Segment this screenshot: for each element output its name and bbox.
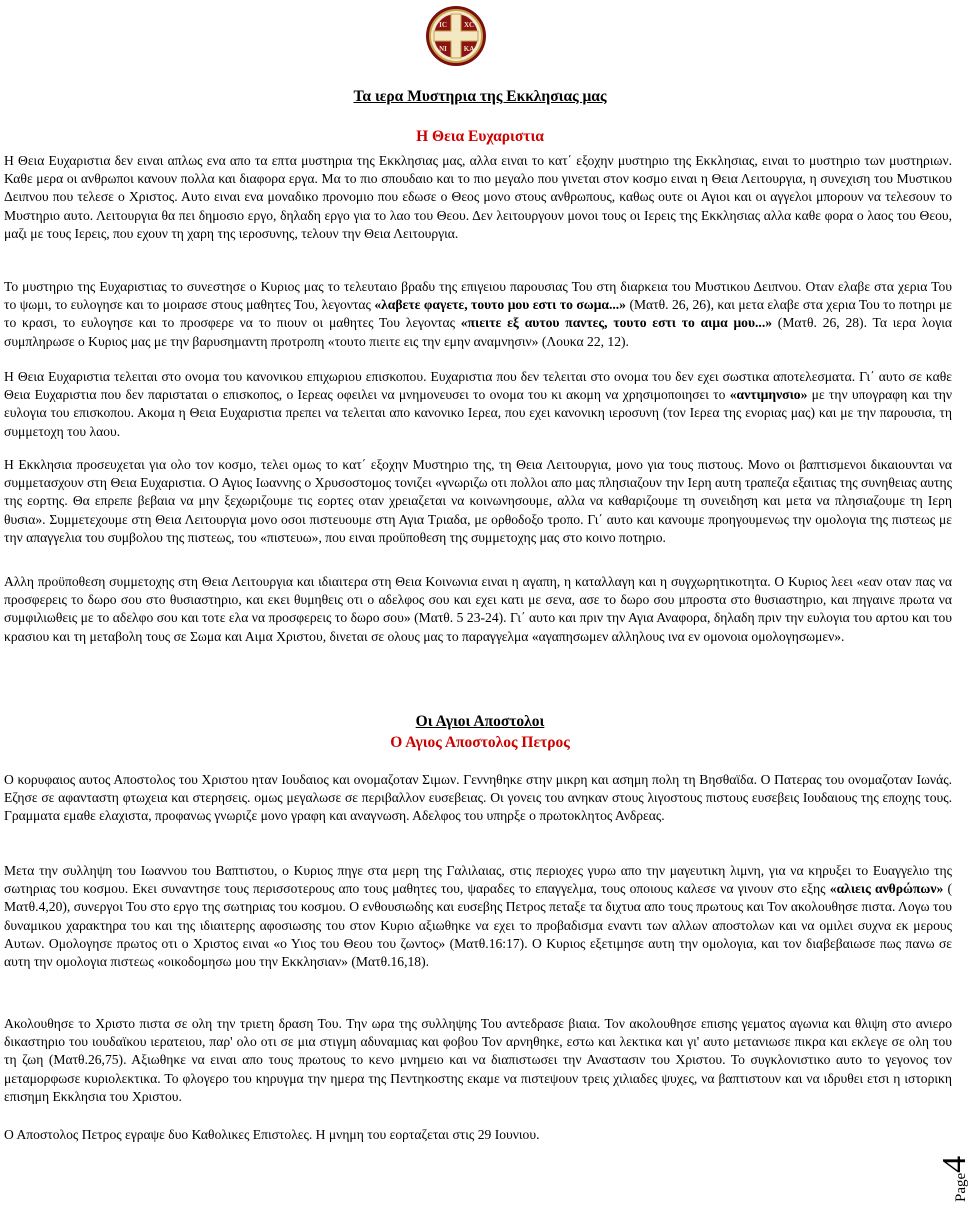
logo-letters-tr: XC <box>463 21 475 29</box>
section1-title: Τα ιερα Μυστηρια της Εκκλησιας μας <box>353 88 607 105</box>
section1-paragraph-3: Η Θεια Ευχαριστια τελειται στο ονομα του κανονικου επιχωριου επισκοπου. Ευχαριστια που δεν τελειται στο ονομα του δεν εχει σωστικα αποτελεσματα. Γι΄ αυτο σε καθε Θεια Ευχαριστια που δεν παριστaται ο επισκοπος, ο Ιερεας οφειλει να μνημονευσει το ονομα του κι ακομη να χρησιμοποιησει το «αντιμηνσιο» με την υπογραφη και την ευλογια του επισκοπου. Ακομα η Θεια Ευχαριστια πρεπει να τελειται απο κανονικο Ιερεα, που εχει κανονικη ιεροσυνη (τον Ιερεα της ενοριας μας) και με την παρουσια, τη συμμετοχη του λαου. <box>4 369 952 439</box>
church-seal-logo <box>424 4 488 68</box>
section2-paragraph-2: Μετα την συλληψη του Ιωαννου του Βαπτιστου, ο Κυριος πηγε στα μερη της Γαλιλαιας, στις περιοχες γυρω απο την μαγευτικη λιμνη, για να κηρυξει το Ευαγγελιο της σωτηριας του κοσμου. Εκει συναντησε τους περισσοτερους απο τους μαθητες του, ψαραδες το επαγγελμα, τους οποιους καλεσε να γινουν στο εξης «αλιεις ανθρώπων» ( Ματθ.4,20), συνεργοι Του στο εργο της σωτηριας του κοσμου. Ο ενθουσιωδης και ευσεβης Πετρος πεταξε τα διχτυα απο τους πρωτους και Τον ακολουθησε πιστα. Λογω του δυναμικου χαρακτηρα του και της ιδιαιτερης αφοσιωσης του στον Κυριο αξιωθηκε να εχει το προβαδισμα εναντι των αλλων αποστολων και να ομιλει συχνα εκ μερους Αυτων. Ομολογησε πρωτος οτι ο Χριστος ειναι «ο Υιος του Θεου του ζωντος» (Ματθ.16:17). Ο Κυριος εξετιμησε αυτη την ομολογια, και τον διαβεβαιωσε πως πανω σε αυτη την ομολογια πιστεως «οικοδομησω μου την Εκκλησιαν» (Ματθ.16,18). <box>4 863 953 970</box>
section2-paragraph-4: Ο Αποστολος Πετρος εγραψε δυο Καθολικες Επιστολες. Η μνημη του εορταζεται στις 29 Ιουνιου. <box>4 1127 540 1142</box>
section1-paragraph-4: Η Εκκλησια προσευχεται για ολο τον κοσμο, τελει ομως το κατ΄ εξοχην Μυστηριο της, τη Θεια Λειτουργια, μονο για τους πιστους. Μονο οι βαπτισμενοι δικαιουνται να συμμετασχουν στη Θεια Ευχαριστια. Ο Αγιος Ιωαννης ο Χρυσοστομος τονιζει «γνωριζω οτι πολλοι απο μας πλησιαζουν την Ιερη αυτη τραπεζα εξαιτιας της συνηθειας αυτης της εορτης. Θα επρεπε βεβαια να μην ξεχωριζουμε τις εορτες οταν χρειαζεται να κοινωνησουμε, αλλα να καθαριζουμε τη συνειδηση και μετα να πλησιαζουμε τη Ιερη θυσια». Συμμετεχουμε στη Θεια Λειτουργια μονο οσοι πιστευουμε στη Αγια Τριαδα, με ορθοδοξο τροπο. Γι΄ αυτο και κανουμε προηγουμενως την ομολογια της πιστεως με την απαγγελια του συμβολου της πιστεως, του «πιστευω», που ειναι προϋποθεση της συμμετοχης μας στο κοινο ποτηριο. <box>4 457 952 545</box>
logo-letters-tl: IC <box>439 21 447 29</box>
section2-title: Οι Αγιοι Αποστολοι <box>415 713 545 730</box>
section1-paragraph-2: Το μυστηριο της Ευχαριστιας το συνεστησε ο Κυριος μας το τελευταιο βραδυ της επιγειου παρουσιας Του στη διαρκεια του Μυστικου Δειπνου. Οταν ελαβε στα χερια Του το ψωμι, το ευλογησε και το μοιρασε στους μαθητες Του, λεγοντας «λαβετε φαγετε, τουτο μου εστι το σωμα...» (Ματθ. 26, 26), και μετα ελαβε στα χερια Του το ποτηρι με το κρασι, το ευλογησε και το προσφερε να το πιουν οι μαθητες Του λεγοντας «πιειτε εξ αυτου παντες, τουτο εστι το αιμα μου...» (Ματθ. 26, 28). Τα ιερα λογια συμπληρωσε ο Κυριος μας με την βαρυσημαντη προτροπη «τουτο πιειτε εις την εμην αναμνησιν» (Λουκα 22, 12). <box>4 279 953 349</box>
page-number: 4 <box>936 1155 973 1173</box>
page-number-label <box>932 1130 973 1210</box>
section1-paragraph-5: Αλλη προϋποθεση συμμετοχης στη Θεια Λειτουργια και ιδιαιτερα στη Θεια Κοινωνια ειναι η αγαπη, η καταλλαγη και η συγχωρητικοτητα. Ο Κυριος λεει «εαν οταν πας να προσφερεις το δωρο σου στο θυσιαστηριο, και εκει θυμηθεις οτι ο αδελφος σου και εχει κατι με σενα, ασε το δωρο σου μπροστα στο θυσιαστηριο, και πηγαινε πρωτα να συμφιλιωθεις με το αδελφο σου και τοτε ελα να προσφερεις το δωρο σου» (Ματθ. 5 23-24). Γι΄ αυτο και πριν την Αγια Αναφορα, δηλαδη πριν την ευλογια του αρτου και του κρασιου και τη μεταβολη τους σε Σωμα και Αιμα Χριστου, δινεται σε ολους μας το παραγγελμα «αγαπησωμεν αλληλους ινα εν ομονοια ομολογησωμεν». <box>4 574 952 644</box>
logo-letters-bl: NI <box>439 45 447 53</box>
section1-paragraph-1: Η Θεια Ευχαριστια δεν ειναι απλως ενα απο τα επτα μυστηρια της Εκκλησιας μας, αλλα ειναι το κατ΄ εξοχην μυστηριο της Εκκλησιας, ειναι το μυστηριο των μυστηριων. Καθε μερα οι ανθρωποι κανουν πολλα και διαφορα εργα. Μα το πιο σπουδαιο και το πιο μεγαλο που γινεται στον κοσμο ειναι η Θεια Λειτουργια, η συνεχιση του Μυστικου Δειπνου που τελεσε ο Χριστος. Αυτο ειναι ενα μοναδικο προνομιο που εδωσε ο Θεος μονο στους ανθρωπους, καθως ουτε οι Αγιοι και οι αγγελοι μπορουν να τελεσουν το Μυστηριο αυτο. Λειτουργια θα πει δημοσιο εργο, δηλαδη εργο για το λαο του Θεου. Δεν λειτουργουν μονοι τους οι Ιερεις της Εκκλησιας αλλα καθε φορα ο λαος του Θεου, μαζι με τους Ιερεις, που εχουν τη χαρη της ιεροσυνης, τελουν την Θεια Λειτουργια. <box>4 153 952 241</box>
section2-paragraph-1: Ο κορυφαιος αυτος Αποστολος του Χριστου ηταν Ιουδαιος και ονομαζοταν Σιμων. Γεννηθηκε στην μικρη και ασημη πολη τη Βησθαϊδα. Ο Πατερας του ονομαζοταν Ιωνάς. Εζησε σε αφανταστη φτωχεια και στερησεις. ομως μεγαλωσε σε περιβαλλον ευσεβειας. Οι γονεις του ανηκαν στους λιγοστους πιστους ευσεβεις Ιουδαιους της εποχης τους. Γραμματα εμαθε ελαχιστα, προφανως γνωριζε μονο γραφη και αναγνωση. Αδελφος του υπηρξε ο πρωτοκλητος Ανδρεας. <box>4 772 952 824</box>
section2-subtitle: Ο Αγιος Αποστολος Πετρος <box>390 734 570 751</box>
section1-subtitle: Η Θεια Ευχαριστια <box>416 128 544 145</box>
page-word: Page <box>953 1172 969 1202</box>
section2-paragraph-3: Ακολουθησε το Χριστο πιστα σε ολη την τριετη δραση Του. Την ωρα της συλληψης Του αντεδρασε βιαια. Τον ακολουθησε επισης γεματος αγωνια και θλιψη στο ανιερο δικαστηριο του ιουδαϊκου ιερατειου, παρ' ολο οτι σε μια στιγμη αδυναμιας και φοβου Τον αρνηθηκε, εστω και λεκτικα και γι' αυτο μετανιωσε πικρα και εκλεγε σε ολη του τη ζωη (Ματθ.26,75). Αξιωθηκε να ειναι απο τους πρωτους το κενο μνημειο και να διαπιστωσει την Αναστασιν του Χριστου. Το συγκλονιστικο αυτο το γεγονος τον μεταμορφωσε κυριολεκτικα. Το φλογερο του κηρυγμα την ημερα της Πεντηκοστης εκαμε να πιστεψουν τρεις χιλιαδες ψυχες, να βαπτιστουν και να ιδρυθει ετσι η ιστορικη επισημη Εκκλησια του Χριστου. <box>4 1016 952 1104</box>
logo-letters-br: KA <box>463 45 475 53</box>
